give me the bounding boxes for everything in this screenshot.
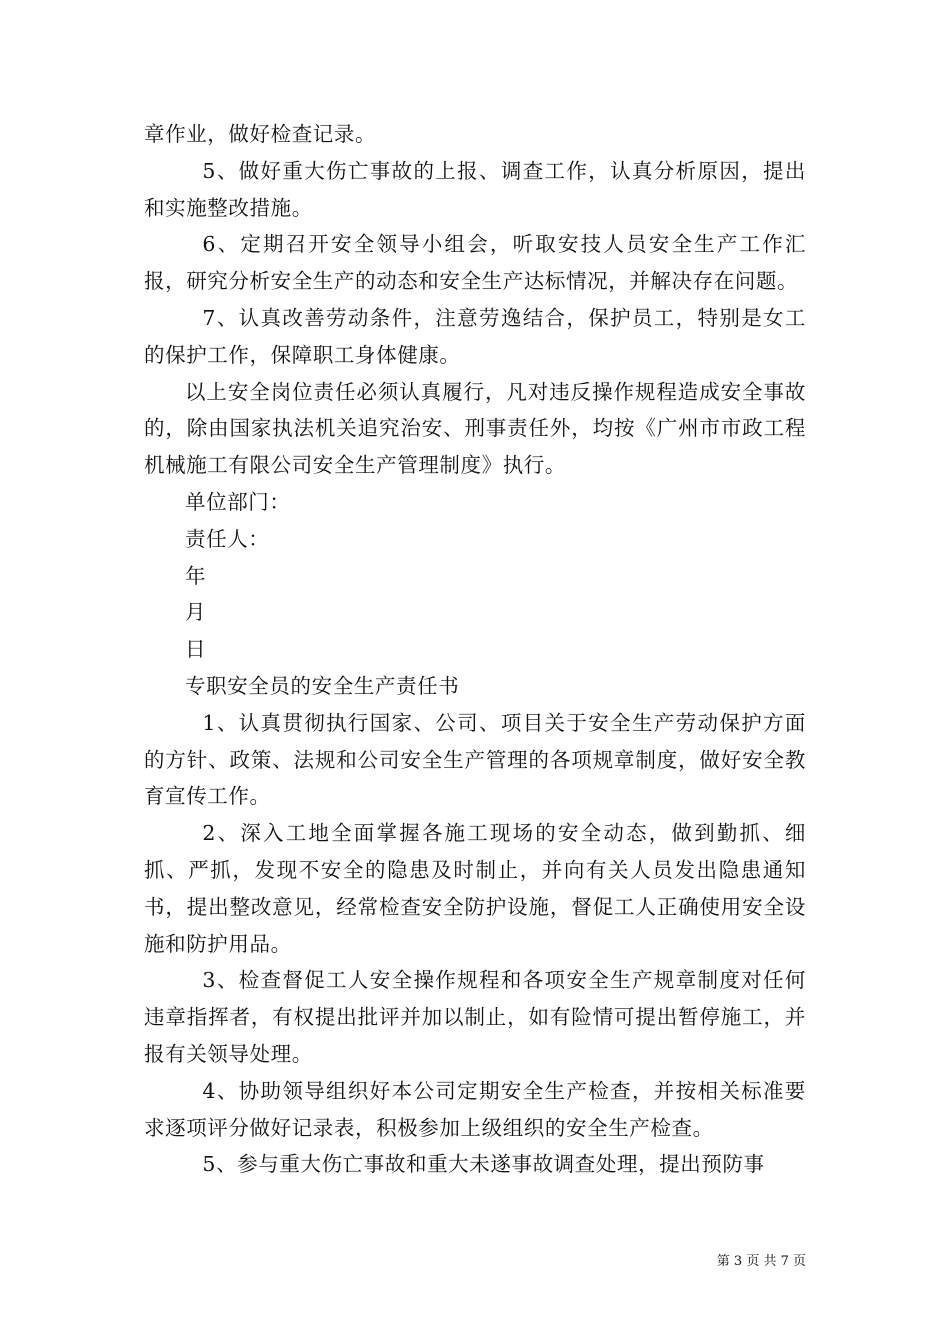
paragraph-item-7: 7、认真改善劳动条件，注意劳逸结合，保护员工，特别是女工的保护工作，保障职工身体健康。 bbox=[144, 305, 806, 367]
paragraph-item-4: 4、协助领导组织好本公司定期安全生产检查，并按相关标准要求逐项评分做好记录表，积极参加上级组织的安全生产检查。 bbox=[144, 1078, 806, 1140]
signature-unit-department: 单位部门： bbox=[185, 489, 291, 514]
paragraph-item-5: 5、做好重大伤亡事故的上报、调查工作，认真分析原因，提出和实施整改措施。 bbox=[144, 158, 806, 220]
signature-responsible-person: 责任人： bbox=[185, 526, 270, 551]
signature-month: 月 bbox=[185, 600, 207, 625]
paragraph-continuation: 章作业，做好检查记录。 bbox=[144, 122, 377, 146]
paragraph-item-6: 6、定期召开安全领导小组会，听取安技人员安全生产工作汇报，研究分析安全生产的动态和安全生产达标情况，并解决存在问题。 bbox=[144, 232, 806, 294]
paragraph-item-5-continued: 5、参与重大伤亡事故和重大未遂事故调查处理，提出预防事 bbox=[202, 1152, 765, 1177]
signature-year: 年 bbox=[185, 563, 207, 588]
page-number: 第 3 页 共 7 页 bbox=[716, 1254, 806, 1269]
paragraph-item-2: 2、深入工地全面掌握各施工现场的安全动态，做到勤抓、细抓、严抓，发现不安全的隐患及时制止，并向有关人员发出隐患通知书，提出整改意见，经常检查安全防护设施，督促工人正确使用安全设施和防护用品。 bbox=[144, 821, 806, 956]
document-body bbox=[144, 116, 806, 1183]
signature-day: 日 bbox=[185, 637, 207, 662]
section-heading: 专职安全员的安全生产责任书 bbox=[185, 673, 460, 698]
paragraph-item-3: 3、检查督促工人安全操作规程和各项安全生产规章制度对任何违章指挥者，有权提出批评并加以制止，如有险情可提出暂停施工，并报有关领导处理。 bbox=[144, 968, 806, 1066]
paragraph-closing-statement: 以上安全岗位责任必须认真履行，凡对违反操作规程造成安全事故的，除由国家执法机关追究治安、刑事责任外，均按《广州市市政工程机械施工有限公司安全生产管理制度》执行。 bbox=[144, 379, 806, 478]
paragraph-item-1: 1、认真贯彻执行国家、公司、项目关于安全生产劳动保护方面的方针、政策、法规和公司安全生产管理的各项规章制度，做好安全教育宣传工作。 bbox=[144, 710, 806, 809]
